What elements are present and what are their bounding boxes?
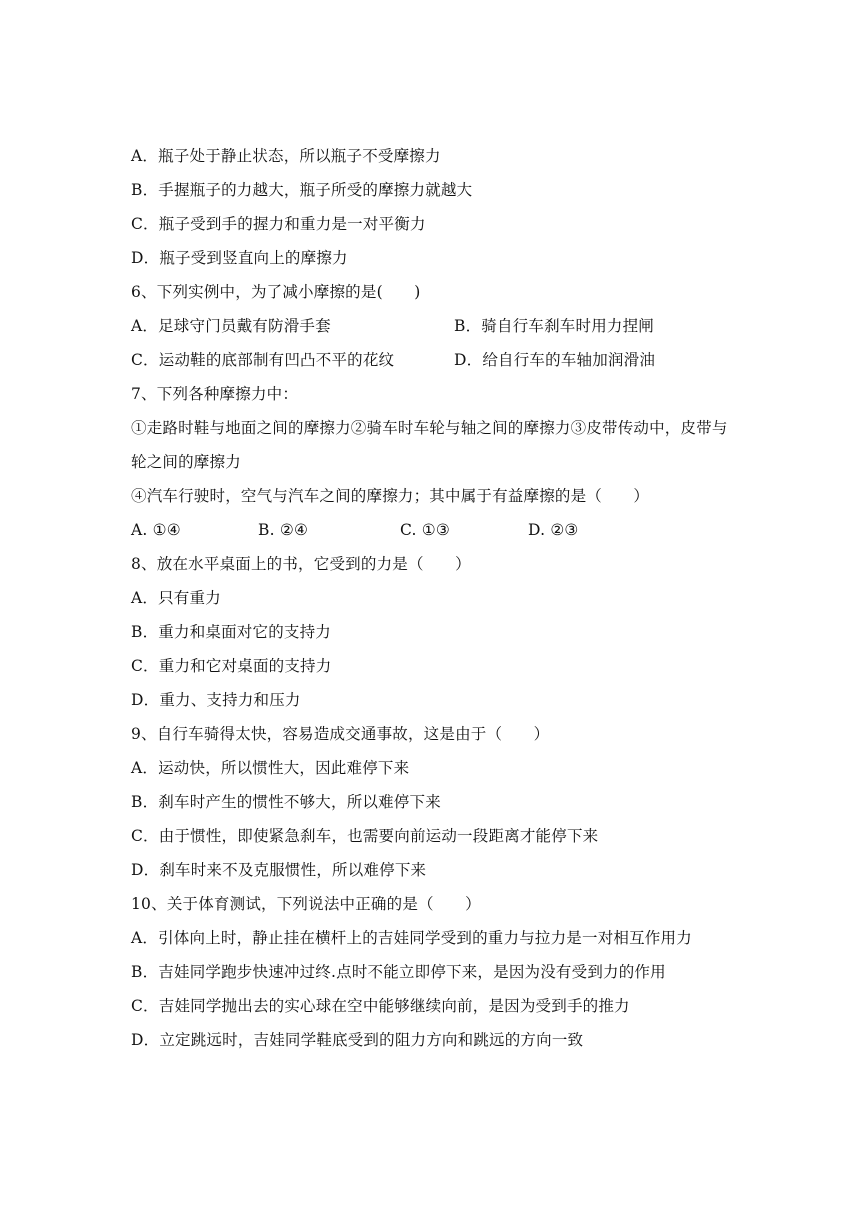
q10-stem: 10、关于体育测试，下列说法中正确的是（ ） [131, 895, 481, 913]
q9-option-a: A．运动快，所以惯性大，因此难停下来 [131, 759, 410, 777]
q5-option-c: C．瓶子受到手的握力和重力是一对平衡力 [131, 215, 426, 233]
q7-option-d: D. ②③ [528, 521, 579, 539]
q6-options-row-2 [131, 343, 741, 377]
q6-stem: 6、下列实例中，为了减小摩擦的是( ) [131, 283, 421, 301]
q9-option-c: C．由于惯性，即使紧急刹车，也需要向前运动一段距离才能停下来 [131, 827, 599, 845]
q6-option-b: B．骑自行车刹车时用力捏闸 [454, 317, 654, 335]
q7-option-a: A. ①④ [131, 521, 181, 539]
question-content [131, 139, 741, 1057]
q5-option-d: D．瓶子受到竖直向上的摩擦力 [131, 249, 348, 267]
q7-option-b: B. ②④ [258, 521, 309, 539]
q7-stem: 7、下列各种摩擦力中： [131, 385, 299, 403]
q8-option-d: D．重力、支持力和压力 [131, 691, 301, 709]
q5-option-b: B．手握瓶子的力越大，瓶子所受的摩擦力就越大 [131, 181, 473, 199]
q5-option-a: A．瓶子处于静止状态，所以瓶子不受摩擦力 [131, 147, 441, 165]
q9-option-d: D．刹车时来不及克服惯性，所以难停下来 [131, 861, 427, 879]
q7-option-c: C. ①③ [400, 521, 450, 539]
q10-option-d: D．立定跳远时，吉娃同学鞋底受到的阻力方向和跳远的方向一致 [131, 1031, 584, 1049]
q8-stem: 8、放在水平桌面上的书，它受到的力是（ ） [131, 555, 471, 573]
q9-option-b: B．刹车时产生的惯性不够大，所以难停下来 [131, 793, 441, 811]
q10-option-a: A．引体向上时，静止挂在横杆上的吉娃同学受到的重力与拉力是一对相互作用力 [131, 929, 692, 947]
q8-option-a: A．只有重力 [131, 589, 221, 607]
q8-option-b: B．重力和桌面对它的支持力 [131, 623, 331, 641]
q7-options-row [131, 513, 741, 547]
q10-option-b: B．吉娃同学跑步快速冲过终.点时不能立即停下来，是因为没有受到力的作用 [131, 963, 666, 981]
q6-options-row-1 [131, 309, 741, 343]
q7-item-list-2: ④汽车行驶时，空气与汽车之间的摩擦力；其中属于有益摩擦的是（ ） [131, 487, 650, 505]
q8-option-c: C．重力和它对桌面的支持力 [131, 657, 332, 675]
q6-option-c: C．运动鞋的底部制有凹凸不平的花纹 [131, 351, 395, 369]
q6-option-a: A．足球守门员戴有防滑手套 [131, 317, 331, 335]
q10-option-c: C．吉娃同学抛出去的实心球在空中能够继续向前，是因为受到手的推力 [131, 997, 630, 1015]
q6-option-d: D．给自行车的车轴加润滑油 [454, 351, 656, 369]
q7-item-list-1: ①走路时鞋与地面之间的摩擦力②骑车时车轮与轴之间的摩擦力③皮带传动中，皮带与轮之间的摩擦力 [131, 419, 728, 471]
q9-stem: 9、自行车骑得太快，容易造成交通事故，这是由于（ ） [131, 725, 550, 743]
